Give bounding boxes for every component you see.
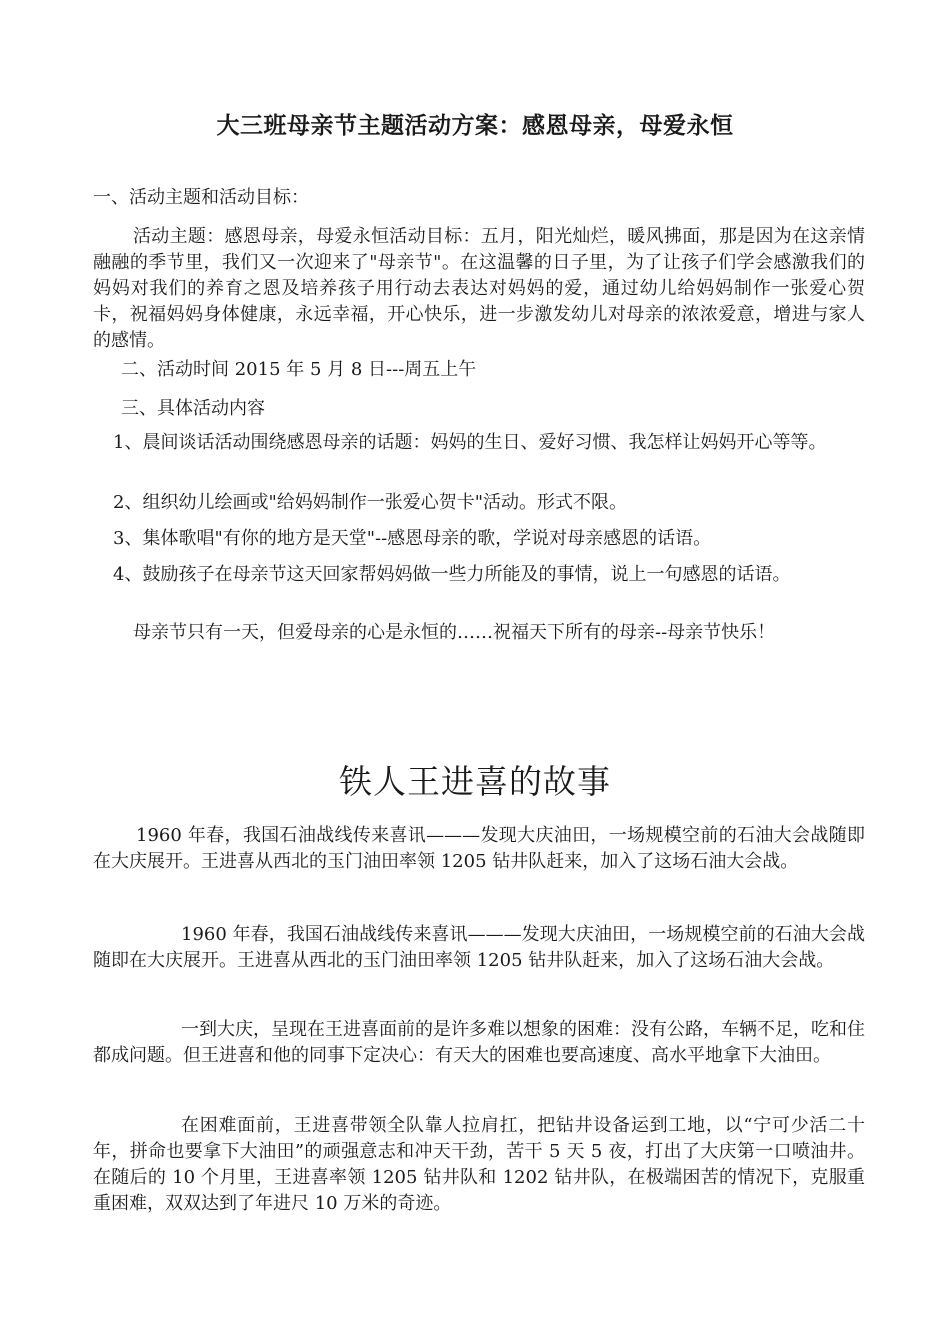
activity-item-4: 4、鼓励孩子在母亲节这天回家帮妈妈做一些力所能及的事情，说上一句感恩的话语。 [113, 564, 791, 585]
story-paragraph-1: 1960 年春，我国石油战线传来喜讯———发现大庆油田，一场规模空前的石油大会战随即在大庆展开。王进喜从西北的玉门油田率领 1205 钻井队赶来，加入了这场石油大会战。 [93, 825, 865, 872]
story-paragraph-2: 1960 年春，我国石油战线传来喜讯———发现大庆油田，一场规模空前的石油大会战随即在大庆展开。王进喜从西北的玉门油田率领 1205 钻井队赶来，加入了这场石油大会战。 [93, 924, 865, 971]
section1-body: 活动主题：感恩母亲，母爱永恒活动目标：五月，阳光灿烂，暖风拂面，那是因为在这亲情融融的季节里，我们又一次迎来了"母亲节"。在这温馨的日子里，为了让孩子们学会感激我们的妈妈对我们的养育之恩及培养孩子用行动去表达对妈妈的爱，通过幼儿给妈妈制作一张爱心贺卡，祝福妈妈身体健康，永远幸福，开心快乐，进一步激发幼儿对母亲的浓浓爱意，增进与家人的感情。 [93, 226, 865, 351]
section2-time: 二、活动时间 2015 年 5 月 8 日---周五上午 [121, 359, 477, 380]
story-paragraph-4: 在困难面前，王进喜带领全队靠人拉肩扛，把钻井设备运到工地，以“宁可少活二十年，拼命也要拿下大油田”的顽强意志和冲天干劲，苦干 5 天 5 夜，打出了大庆第一口喷油井。在随后的 10 个月里，王进喜率领 1205 钻井队和 1202 钻井队，在极端困苦的情况下，克服重重困难，双双达到了年进尺 10 万米的奇迹。 [93, 1115, 865, 1214]
activity-item-3: 3、集体歌唱"有你的地方是天堂"--感恩母亲的歌，学说对母亲感恩的话语。 [113, 528, 712, 549]
story-paragraph-3: 一到大庆，呈现在王进喜面前的是许多难以想象的困难：没有公路，车辆不足，吃和住都成问题。但王进喜和他的同事下定决心：有天大的困难也要高速度、高水平地拿下大油田。 [93, 1019, 865, 1066]
activity-item-1: 1、晨间谈话活动围绕感恩母亲的话题：妈妈的生日、爱好习惯、我怎样让妈妈开心等等。 [113, 432, 827, 453]
story-title: 铁人王进喜的故事 [339, 762, 611, 801]
section3-heading: 三、具体活动内容 [121, 398, 265, 419]
activity-item-2: 2、组织幼儿绘画或"给妈妈制作一张爱心贺卡"活动。形式不限。 [113, 492, 628, 513]
closing-paragraph: 母亲节只有一天，但爱母亲的心是永恒的……祝福天下所有的母亲--母亲节快乐！ [133, 622, 776, 643]
section1-heading: 一、活动主题和活动目标： [93, 187, 309, 208]
activity-plan-title: 大三班母亲节主题活动方案：感恩母亲，母爱永恒 [216, 112, 734, 139]
